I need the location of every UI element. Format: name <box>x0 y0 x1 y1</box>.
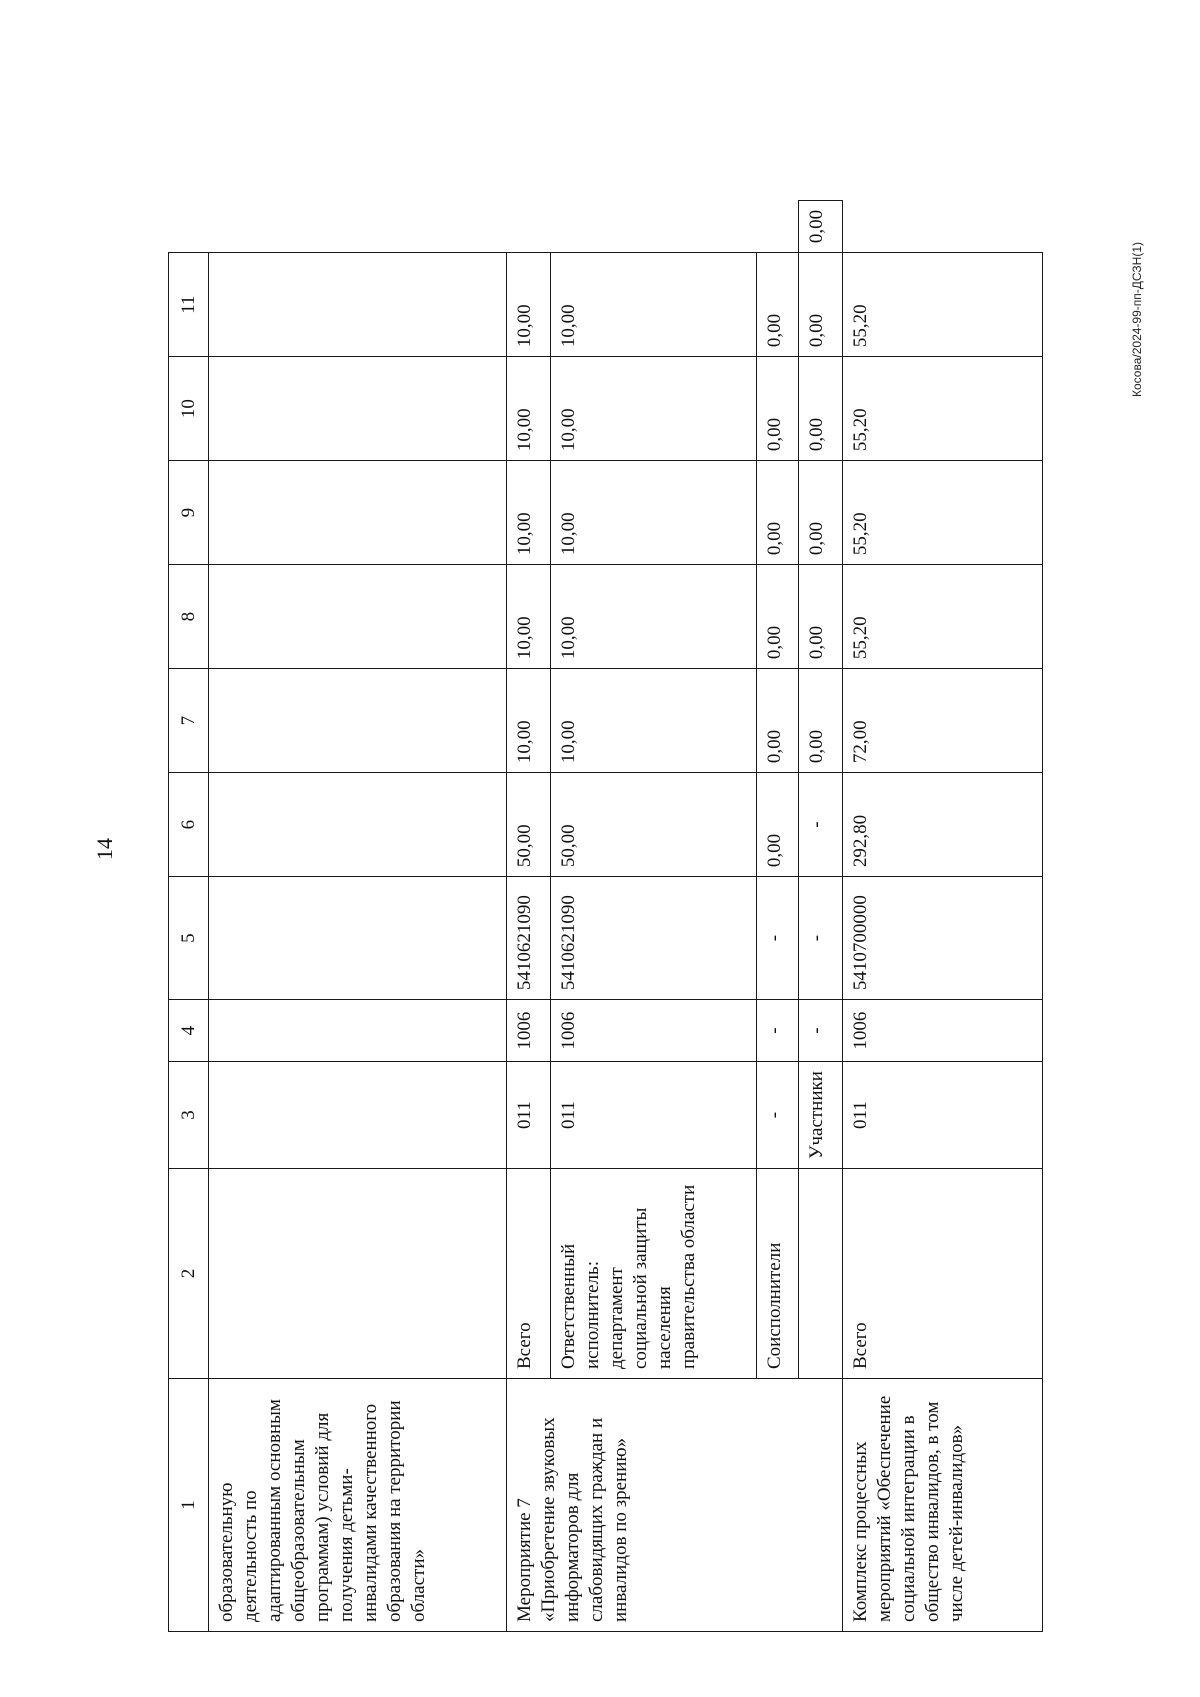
header-cell: 8 <box>169 565 209 669</box>
value-cell: 10,00 <box>551 565 757 669</box>
header-cell: 7 <box>169 669 209 773</box>
measure-name-cell: образовательную деятельность по адаптированным основным общеобразовательным программам) условий для получения детьми-инвалидами качественного образования на территории области» <box>209 1379 507 1632</box>
page-number: 14 <box>92 838 117 860</box>
target-article-cell: - <box>799 773 843 877</box>
grbs-cell: - <box>799 1000 843 1062</box>
section-cell: 1006 <box>843 1000 1043 1062</box>
value-cell: 0,00 <box>799 461 843 565</box>
value-cell: 72,00 <box>843 669 1043 773</box>
value-cell: 0,00 <box>799 565 843 669</box>
header-cell: 3 <box>169 1062 209 1169</box>
value-cell: 0,00 <box>799 669 843 773</box>
budget-table <box>168 200 1043 1632</box>
grbs-cell: 011 <box>507 1062 551 1169</box>
value-cell: 10,00 <box>551 669 757 773</box>
value-cell: 0,00 <box>799 200 843 252</box>
value-cell: 55,20 <box>843 357 1043 461</box>
value-cell: 10,00 <box>551 461 757 565</box>
header-cell: 9 <box>169 461 209 565</box>
value-cell: 10,00 <box>551 357 757 461</box>
target-article-cell: 5410621090 <box>551 877 757 1000</box>
value-cell: 0,00 <box>757 669 799 773</box>
value-cell: 55,20 <box>843 565 1043 669</box>
header-cell: 4 <box>169 1000 209 1062</box>
value-cell: 50,00 <box>507 773 551 877</box>
value-cell: 10,00 <box>507 669 551 773</box>
source-cell <box>209 1169 507 1379</box>
value-cell: 292,80 <box>843 773 1043 877</box>
header-cell: 6 <box>169 773 209 877</box>
section-cell <box>209 1000 507 1062</box>
document-code: Косова/2024-99-пп-ДСЗН(1) <box>1130 242 1144 397</box>
value-cell <box>209 565 507 669</box>
header-cell: 2 <box>169 1169 209 1379</box>
measure-name-cell: Мероприятие 7 «Приобретение звуковых информаторов для слабовидящих граждан и инвалидов по зрению» <box>507 1379 843 1632</box>
measure-name-cell: Комплекс процессных мероприятий «Обеспечение социальной интеграции в общество инвалидов, в том числе детей-инвалидов» <box>843 1379 1043 1632</box>
value-cell <box>209 461 507 565</box>
value-cell: 0,00 <box>799 253 843 357</box>
value-cell <box>209 253 507 357</box>
value-cell: 55,20 <box>843 253 1043 357</box>
table-row <box>843 200 1043 1631</box>
table-row <box>209 200 507 1631</box>
header-cell: 1 <box>169 1379 209 1632</box>
grbs-cell: 011 <box>843 1062 1043 1169</box>
grbs-cell: - <box>757 1062 799 1169</box>
value-cell: 10,00 <box>551 253 757 357</box>
source-cell: Ответственный исполнитель: департамент социальной защиты населения правительства области <box>551 1169 757 1379</box>
section-cell: - <box>799 877 843 1000</box>
grbs-cell: 011 <box>551 1062 757 1169</box>
table-header-row <box>169 200 209 1631</box>
value-cell: 10,00 <box>507 565 551 669</box>
table-row <box>507 200 551 1631</box>
section-cell: - <box>757 1000 799 1062</box>
target-article-cell: - <box>757 877 799 1000</box>
header-cell: 10 <box>169 357 209 461</box>
header-cell: 5 <box>169 877 209 1000</box>
value-cell: 10,00 <box>507 461 551 565</box>
value-cell: 50,00 <box>551 773 757 877</box>
source-cell: Всего <box>843 1169 1043 1379</box>
value-cell: 0,00 <box>757 461 799 565</box>
source-cell: Участники <box>799 1062 843 1169</box>
measure-name-cell <box>799 1169 843 1379</box>
target-article-cell: 5410700000 <box>843 877 1043 1000</box>
value-cell: 0,00 <box>799 357 843 461</box>
value-cell: 0,00 <box>757 565 799 669</box>
value-cell: 10,00 <box>507 253 551 357</box>
value-cell: 0,00 <box>757 357 799 461</box>
grbs-cell <box>209 1062 507 1169</box>
section-cell: 1006 <box>551 1000 757 1062</box>
value-cell: 0,00 <box>757 773 799 877</box>
value-cell: 10,00 <box>507 357 551 461</box>
section-cell: 1006 <box>507 1000 551 1062</box>
value-cell <box>209 773 507 877</box>
value-cell: 55,20 <box>843 461 1043 565</box>
value-cell <box>209 669 507 773</box>
target-article-cell <box>209 877 507 1000</box>
source-cell: Всего <box>507 1169 551 1379</box>
target-article-cell: 5410621090 <box>507 877 551 1000</box>
value-cell: 0,00 <box>757 253 799 357</box>
source-cell: Соисполнители <box>757 1169 799 1379</box>
header-cell: 11 <box>169 253 209 357</box>
value-cell <box>209 357 507 461</box>
